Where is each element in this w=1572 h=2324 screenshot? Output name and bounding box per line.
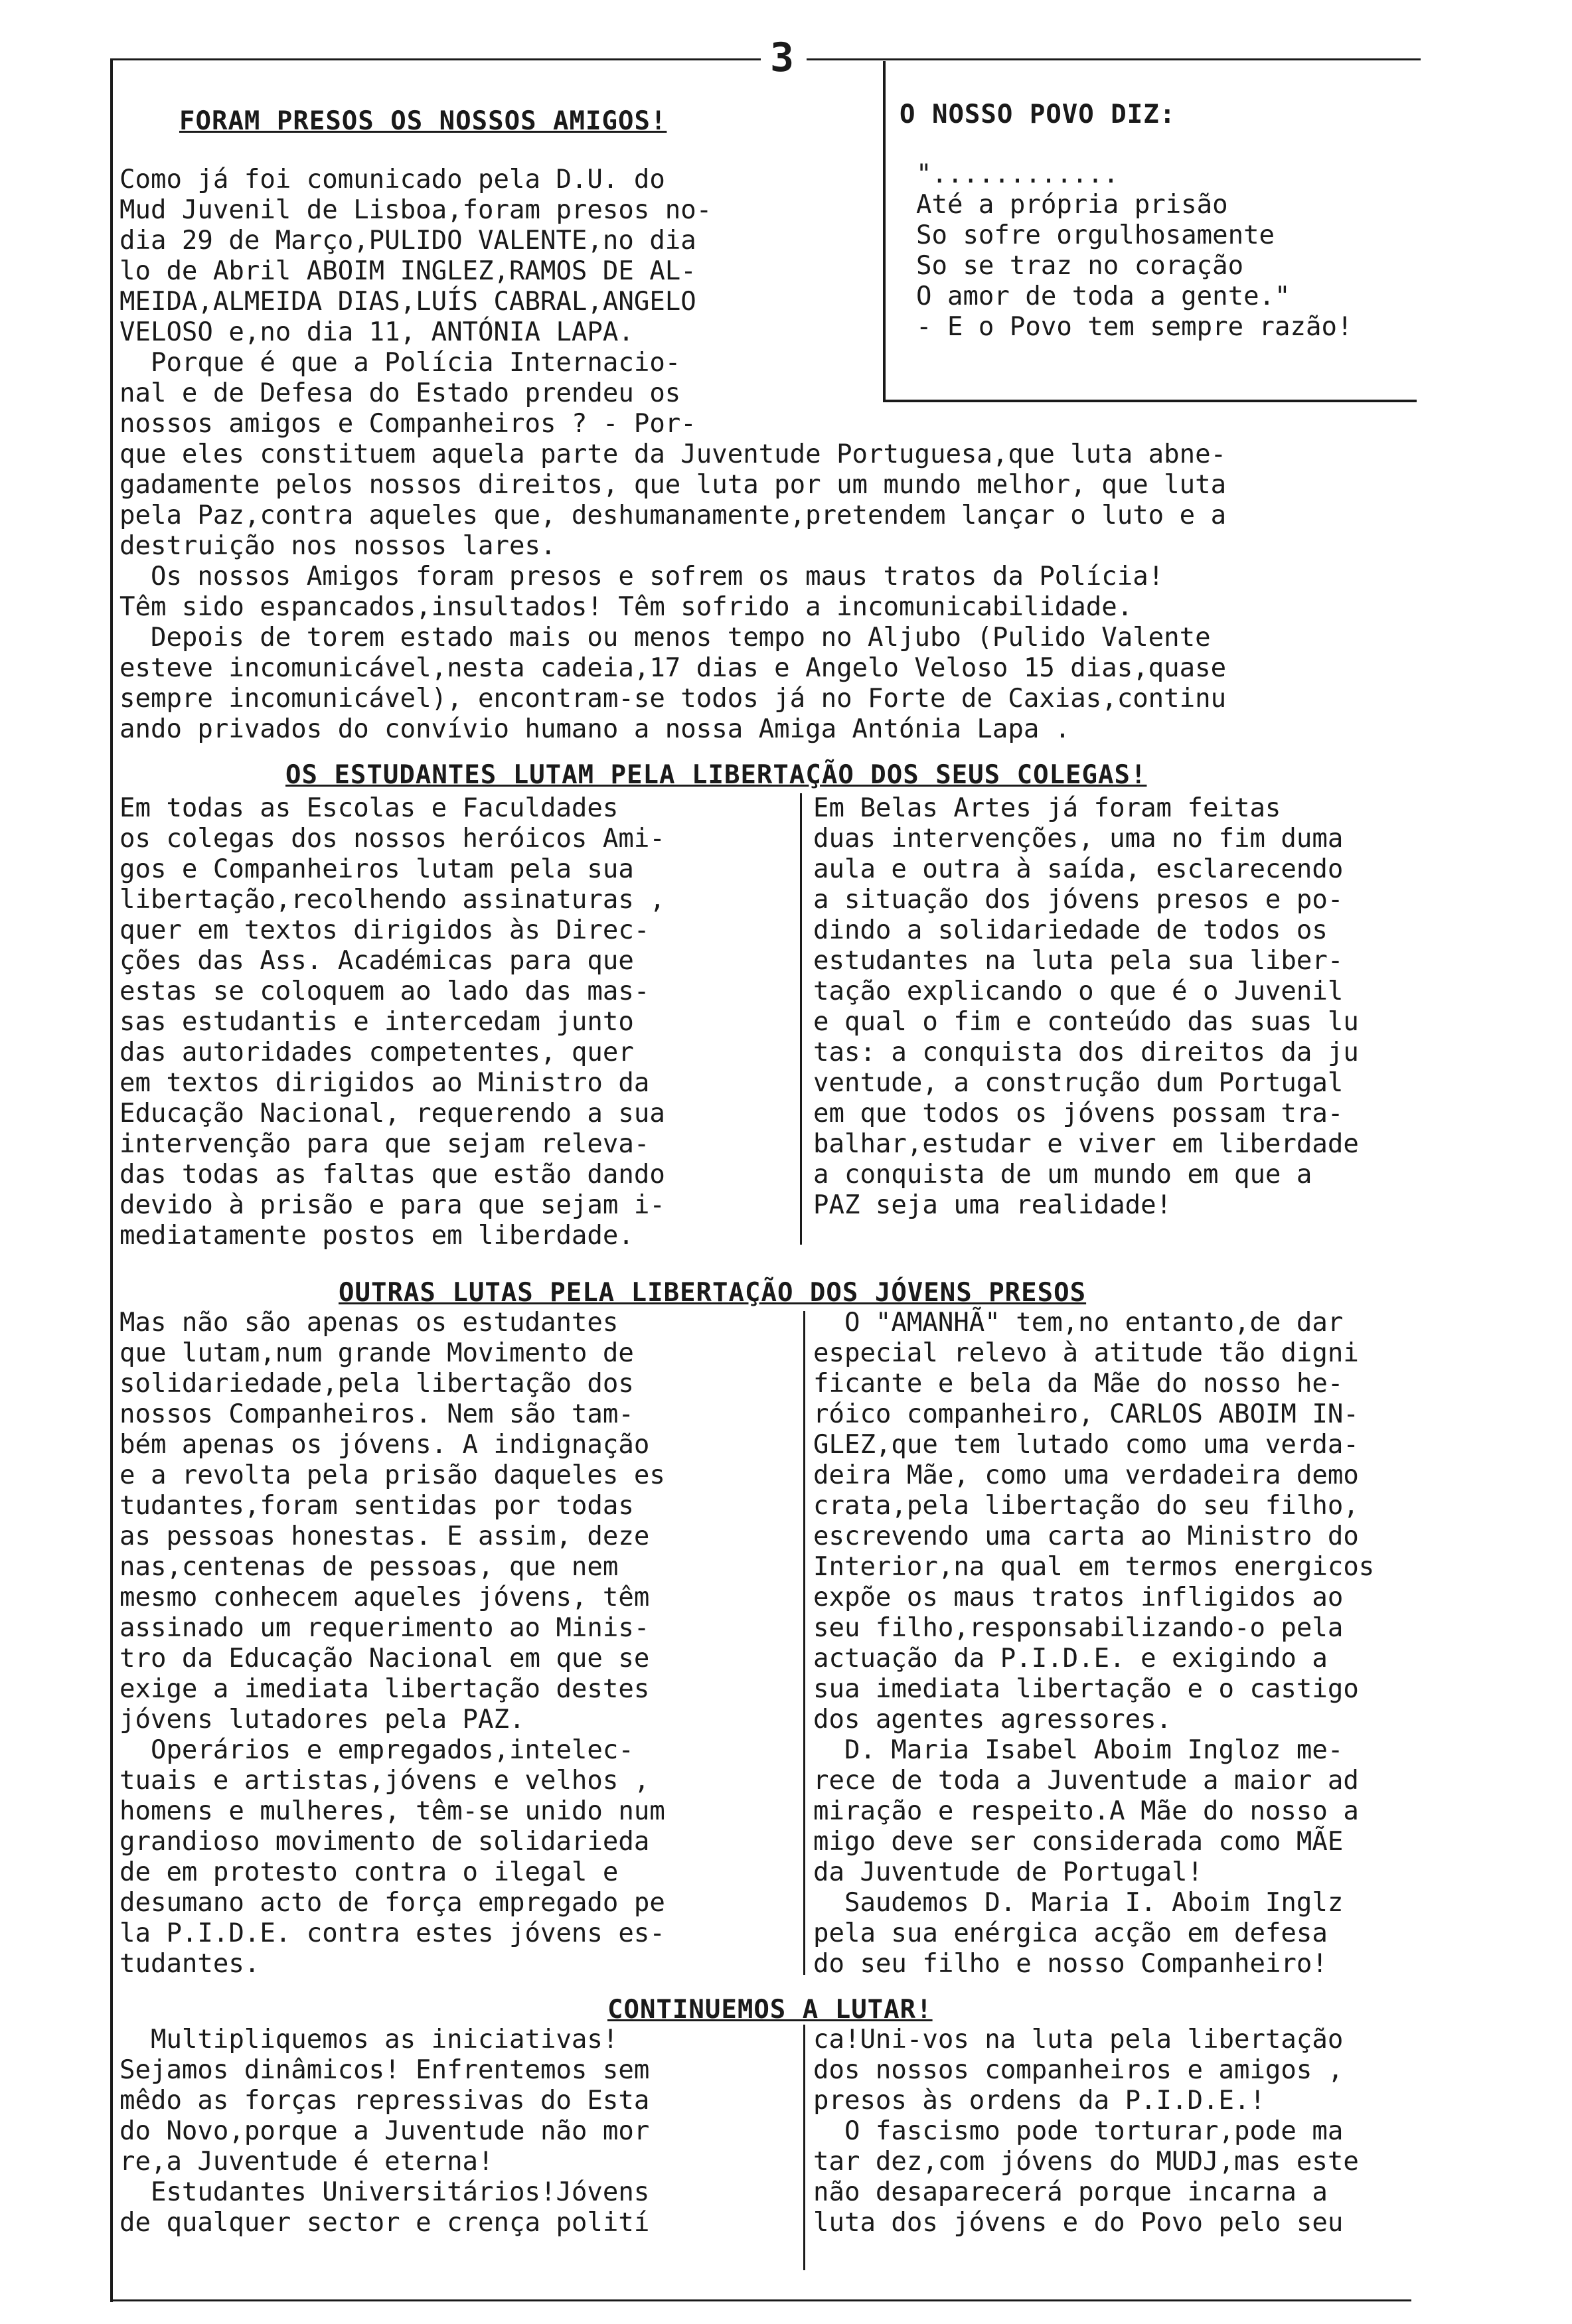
text-line: tudantes,foram sentidas por todas (119, 1491, 634, 1521)
text-line: e a revolta pela prisão daqueles es (119, 1460, 665, 1490)
text-line: Em todas as Escolas e Faculdades (119, 793, 619, 823)
text-line: sua imediata libertação e o castigo (813, 1674, 1359, 1704)
text-line: em textos dirigidos ao Ministro da (119, 1068, 650, 1098)
text-line: dia 29 de Março,PULIDO VALENTE,no dia (119, 226, 696, 256)
section3-title: OUTRAS LUTAS PELA LIBERTAÇÃO DOS JÓVENS PRESOS (339, 1278, 1087, 1308)
text-line: especial relevo à atitude tão digni (813, 1338, 1359, 1368)
text-line: Saudemos D. Maria I. Aboim Inglz (813, 1888, 1344, 1918)
text-line: Mas não são apenas os estudantes (119, 1308, 619, 1338)
section2-right (813, 793, 1359, 1221)
text-line: que eles constituem aquela parte da Juventude Portuguesa,que luta abne- (119, 439, 1227, 469)
text-line: Porque é que a Polícia Internacio- (119, 348, 681, 378)
text-line: aula e outra à saída, esclarecendo (813, 854, 1344, 884)
text-line: ções das Ass. Académicas para que (119, 946, 634, 976)
text-line: luta dos jóvens e do Povo pelo seu (813, 2208, 1344, 2238)
text-line: tro da Educação Nacional em que se (119, 1644, 650, 1673)
text-line: Operários e empregados,intelec- (119, 1735, 634, 1765)
text-line: dindo a solidariedade de todos os (813, 915, 1328, 945)
text-line: ventude, a construção dum Portugal (813, 1068, 1344, 1098)
frame-top-right (807, 58, 1421, 60)
text-line: gadamente pelos nossos direitos, que luta por um mundo melhor, que luta (119, 470, 1227, 500)
text-line: nossos Companheiros. Nem são tam- (119, 1399, 634, 1429)
box-text (916, 159, 1352, 343)
text-line: a situação dos jóvens presos e po- (813, 885, 1344, 915)
text-line: la P.I.D.E. contra estes jóvens es- (119, 1918, 665, 1948)
text-line: e qual o fim e conteúdo das suas lu (813, 1007, 1359, 1037)
text-line: migo deve ser considerada como MÃE (813, 1827, 1344, 1857)
section1-wide (119, 439, 1226, 745)
section3-divider (803, 1311, 805, 1975)
text-line: estas se coloquem ao lado das mas- (119, 976, 650, 1006)
text-line: dos agentes agressores. (813, 1705, 1172, 1735)
section2-title: OS ESTUDANTES LUTAM PELA LIBERTAÇÃO DOS SEUS COLEGAS! (285, 760, 1147, 790)
text-line: homens e mulheres, têm-se unido num (119, 1796, 665, 1826)
text-line: assinado um requerimento ao Minis- (119, 1613, 650, 1643)
text-line: nal e de Defesa do Estado prendeu os (119, 378, 681, 408)
frame-top-left (110, 58, 761, 60)
text-line: nas,centenas de pessoas, que nem (119, 1552, 619, 1582)
text-line: gos e Companheiros lutam pela sua (119, 854, 634, 884)
text-line: róico companheiro, CARLOS ABOIM IN- (813, 1399, 1359, 1429)
text-line: bém apenas os jóvens. A indignação (119, 1430, 650, 1460)
text-line: que lutam,num grande Movimento de (119, 1338, 634, 1368)
section4-title: CONTINUEMOS A LUTAR! (607, 1995, 933, 2025)
text-line: não desaparecerá porque incarna a (813, 2177, 1328, 2207)
section2-divider (800, 793, 802, 1245)
section4-divider (803, 2025, 805, 2270)
section4-right (813, 2025, 1359, 2238)
section1-title: FORAM PRESOS OS NOSSOS AMIGOS! (179, 106, 667, 136)
text-line: Como já foi comunicado pela D.U. do (119, 165, 665, 194)
text-line: de qualquer sector e crença polití (119, 2208, 650, 2238)
text-line: em que todos os jóvens possam tra- (813, 1099, 1344, 1128)
text-line: ando privados do convívio humano a nossa Amiga Antónia Lapa . (119, 714, 1071, 744)
page-number: 3 (770, 35, 795, 81)
text-line: da Juventude de Portugal! (813, 1857, 1203, 1887)
text-line: Mud Juvenil de Lisboa,foram presos no- (119, 195, 712, 225)
text-line: das todas as faltas que estão dando (119, 1160, 665, 1190)
text-line: desumano acto de força empregado pe (119, 1888, 665, 1918)
text-line: mêdo as forças repressivas do Esta (119, 2086, 650, 2116)
text-line: VELOSO e,no dia 11, ANTÓNIA LAPA. (119, 317, 634, 347)
text-line: O amor de toda a gente." (916, 281, 1291, 311)
text-line: jóvens lutadores pela PAZ. (119, 1705, 525, 1735)
section4-left (119, 2025, 649, 2238)
text-line: deira Mãe, como uma verdadeira demo (813, 1460, 1359, 1490)
text-line: rece de toda a Juventude a maior ad (813, 1766, 1359, 1796)
text-line: dos nossos companheiros e amigos , (813, 2055, 1344, 2085)
text-line: ficante e bela da Mãe do nosso he- (813, 1369, 1344, 1399)
text-line: seu filho,responsabilizando-o pela (813, 1613, 1344, 1643)
text-line: os colegas dos nossos heróicos Ami- (119, 824, 665, 854)
text-line: Depois de torem estado mais ou menos tempo no Aljubo (Pulido Valente (119, 623, 1211, 653)
text-line: MEIDA,ALMEIDA DIAS,LUÍS CABRAL,ANGELO (119, 287, 696, 317)
text-line: mesmo conhecem aqueles jóvens, têm (119, 1583, 650, 1612)
text-line: O "AMANHÃ" tem,no entanto,de dar (813, 1308, 1344, 1338)
text-line: Em Belas Artes já foram feitas (813, 793, 1281, 823)
text-line: estudantes na luta pela sua liber- (813, 946, 1344, 976)
text-line: intervenção para que sejam releva- (119, 1129, 650, 1159)
text-line: Os nossos Amigos foram presos e sofrem os maus tratos da Polícia! (119, 562, 1164, 591)
text-line: escrevendo uma carta ao Ministro do (813, 1521, 1359, 1551)
text-line: libertação,recolhendo assinaturas , (119, 885, 665, 915)
text-line: pela Paz,contra aqueles que, deshumanamente,pretendem lançar o luto e a (119, 501, 1227, 530)
text-line: Até a própria prisão (916, 190, 1228, 220)
text-line: pela sua enérgica acção em defesa (813, 1918, 1328, 1948)
text-line: destruição nos nossos lares. (119, 531, 556, 561)
text-line: de em protesto contra o ilegal e (119, 1857, 619, 1887)
text-line: Multipliquemos as iniciativas! (119, 2025, 619, 2054)
text-line: grandioso movimento de solidarieda (119, 1827, 650, 1857)
text-line: a conquista de um mundo em que a (813, 1160, 1312, 1190)
text-line: So sofre orgulhosamente (916, 220, 1275, 250)
text-line: do seu filho e nosso Companheiro! (813, 1949, 1328, 1979)
text-line: das autoridades competentes, quer (119, 1038, 634, 1067)
text-line: So se traz no coração (916, 251, 1244, 281)
section2-left (119, 793, 665, 1251)
text-line: Têm sido espancados,insultados! Têm sofrido a incomunicabilidade. (119, 592, 1133, 622)
text-line: balhar,estudar e viver em liberdade (813, 1129, 1359, 1159)
frame-left (110, 58, 113, 2302)
text-line: sas estudantis e intercedam junto (119, 1007, 634, 1037)
text-line: O fascismo pode torturar,pode ma (813, 2116, 1344, 2146)
frame-bottom (110, 2299, 1411, 2301)
text-line: - E o Povo tem sempre razão! (916, 312, 1353, 342)
text-line: crata,pela libertação do seu filho, (813, 1491, 1359, 1521)
text-line: ca!Uni-vos na luta pela libertação (813, 2025, 1344, 2054)
text-line: miração e respeito.A Mãe do nosso a (813, 1796, 1359, 1826)
text-line: expõe os maus tratos infligidos ao (813, 1583, 1344, 1612)
section3-left (119, 1308, 665, 1979)
text-line: as pessoas honestas. E assim, deze (119, 1521, 650, 1551)
text-line: lo de Abril ABOIM INGLEZ,RAMOS DE AL- (119, 256, 696, 286)
text-line: nossos amigos e Companheiros ? - Por- (119, 409, 696, 439)
text-line: sempre incomunicável), encontram-se todos já no Forte de Caxias,continu (119, 684, 1227, 714)
text-line: Educação Nacional, requerendo a sua (119, 1099, 665, 1128)
text-line: PAZ seja uma realidade! (813, 1190, 1172, 1220)
text-line: do Novo,porque a Juventude não mor (119, 2116, 650, 2146)
text-line: duas intervenções, uma no fim duma (813, 824, 1344, 854)
text-line: tas: a conquista dos direitos da ju (813, 1038, 1359, 1067)
text-line: re,a Juventude é eterna! (119, 2147, 494, 2177)
text-line: mediatamente postos em liberdade. (119, 1221, 634, 1251)
text-line: exige a imediata libertação destes (119, 1674, 650, 1704)
text-line: tação explicando o que é o Juvenil (813, 976, 1344, 1006)
text-line: tar dez,com jóvens do MUDJ,mas este (813, 2147, 1359, 2177)
text-line: Estudantes Universitários!Jóvens (119, 2177, 650, 2207)
box-title: O NOSSO POVO DIZ: (900, 100, 1176, 129)
text-line: quer em textos dirigidos às Direc- (119, 915, 650, 945)
text-line: presos às ordens da P.I.D.E.! (813, 2086, 1265, 2116)
text-line: devido à prisão e para que sejam i- (119, 1190, 665, 1220)
text-line: D. Maria Isabel Aboim Ingloz me- (813, 1735, 1344, 1765)
text-line: tuais e artistas,jóvens e velhos , (119, 1766, 650, 1796)
text-line: GLEZ,que tem lutado como uma verda- (813, 1430, 1359, 1460)
section3-right (813, 1308, 1374, 1979)
text-line: "............ (916, 159, 1119, 189)
text-line: Interior,na qual em termos energicos (813, 1552, 1375, 1582)
text-line: Sejamos dinâmicos! Enfrentemos sem (119, 2055, 650, 2085)
section1-narrow (119, 165, 712, 439)
text-line: actuação da P.I.D.E. e exigindo a (813, 1644, 1328, 1673)
text-line: esteve incomunicável,nesta cadeia,17 dias e Angelo Veloso 15 dias,quase (119, 653, 1227, 683)
text-line: tudantes. (119, 1949, 260, 1979)
text-line: solidariedade,pela libertação dos (119, 1369, 634, 1399)
